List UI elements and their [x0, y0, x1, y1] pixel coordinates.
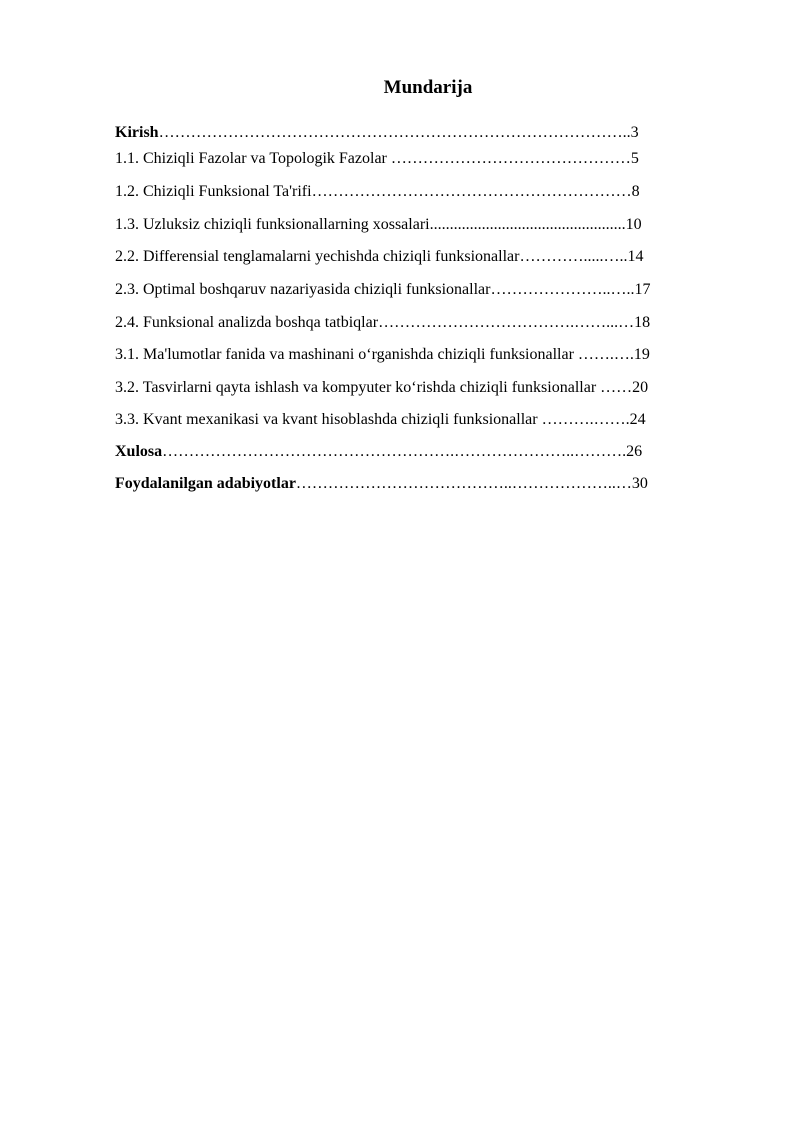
toc-entry-page: 10	[625, 216, 642, 233]
toc-entry-label: Foydalanilgan adabiyotlar	[115, 475, 296, 492]
toc-entry-page: 3	[630, 124, 639, 141]
toc-entry-label: Xulosa	[115, 443, 163, 460]
toc-entry-label: 3.3. Kvant mexanikasi va kvant hisoblashda chiziqli funksionallar	[115, 411, 538, 428]
toc-entry-xulosa[interactable]	[115, 442, 642, 462]
toc-entry-label: 1.2. Chiziqli Funksional Ta'rifi	[115, 183, 312, 200]
toc-entry-page: 30	[631, 475, 648, 492]
toc-entry-label: 2.4. Funksional analizda boshqa tatbiqlar	[115, 314, 379, 331]
toc-entry-foydalanilgan-adabiyotlar[interactable]	[115, 474, 648, 494]
toc-entry-leader: ……………………………………………….…………………..……….	[162, 443, 627, 460]
toc-entry-leader: …………………………………..………………..…	[295, 475, 632, 492]
toc-entry-label: 1.1. Chiziqli Fazolar va Topologik Fazolar	[115, 150, 387, 167]
toc-entry-leader: ………….....…..	[519, 248, 628, 265]
toc-entry-leader: ……………………………………………………	[311, 183, 632, 200]
toc-entry-page: 24	[629, 411, 646, 428]
toc-entry-leader: ……………………………….……...…	[378, 314, 635, 331]
toc-entry-page: 20	[632, 379, 649, 396]
toc-entry-label: 3.1. Ma'lumotlar fanida va mashinani o‘rganishda chiziqli funksionallar	[115, 346, 574, 363]
toc-entry-page: 19	[633, 346, 650, 363]
toc-entry-2-2[interactable]	[115, 247, 643, 267]
toc-entry-leader: …………………..…..	[490, 281, 635, 298]
toc-entry-2-4[interactable]	[115, 313, 650, 333]
toc-entry-leader: ………………………………………	[386, 150, 631, 167]
toc-entry-leader: ……	[596, 379, 633, 396]
toc-entry-leader: …….….	[573, 346, 634, 363]
toc-entry-3-3[interactable]	[115, 410, 646, 430]
toc-entry-leader: ……………………………………………………………………………..	[158, 124, 631, 141]
toc-entry-kirish[interactable]	[115, 123, 639, 143]
toc-entry-page: 14	[627, 248, 644, 265]
toc-entry-3-2[interactable]	[115, 378, 648, 398]
toc-entry-label: 2.2. Differensial tenglamalarni yechishda chiziqli funksionallar	[115, 248, 520, 265]
page-title: Mundarija	[383, 77, 473, 98]
toc-entry-3-1[interactable]	[115, 345, 650, 365]
toc-entry-page: 5	[630, 150, 639, 167]
toc-entry-label: 3.2. Tasvirlarni qayta ishlash va kompyuter ko‘rishda chiziqli funksionallar	[115, 379, 597, 396]
toc-entry-1-3[interactable]	[115, 215, 642, 235]
toc-entry-label: 2.3. Optimal boshqaruv nazariyasida chiziqli funksionallar	[115, 281, 491, 298]
toc-entry-leader: ……….…….	[537, 411, 630, 428]
toc-entry-page: 8	[631, 183, 640, 200]
toc-entry-leader: .................................................	[429, 216, 626, 233]
toc-entry-label: Kirish	[115, 124, 159, 141]
toc-entry-1-1[interactable]	[115, 149, 639, 169]
toc-entry-2-3[interactable]	[115, 280, 650, 300]
toc-entry-1-2[interactable]	[115, 182, 640, 202]
toc-entry-label: 1.3. Uzluksiz chiziqli funksionallarning xossalari	[115, 216, 430, 233]
toc-entry-page: 17	[634, 281, 651, 298]
toc-entry-page: 26	[626, 443, 643, 460]
toc-entry-page: 18	[634, 314, 651, 331]
